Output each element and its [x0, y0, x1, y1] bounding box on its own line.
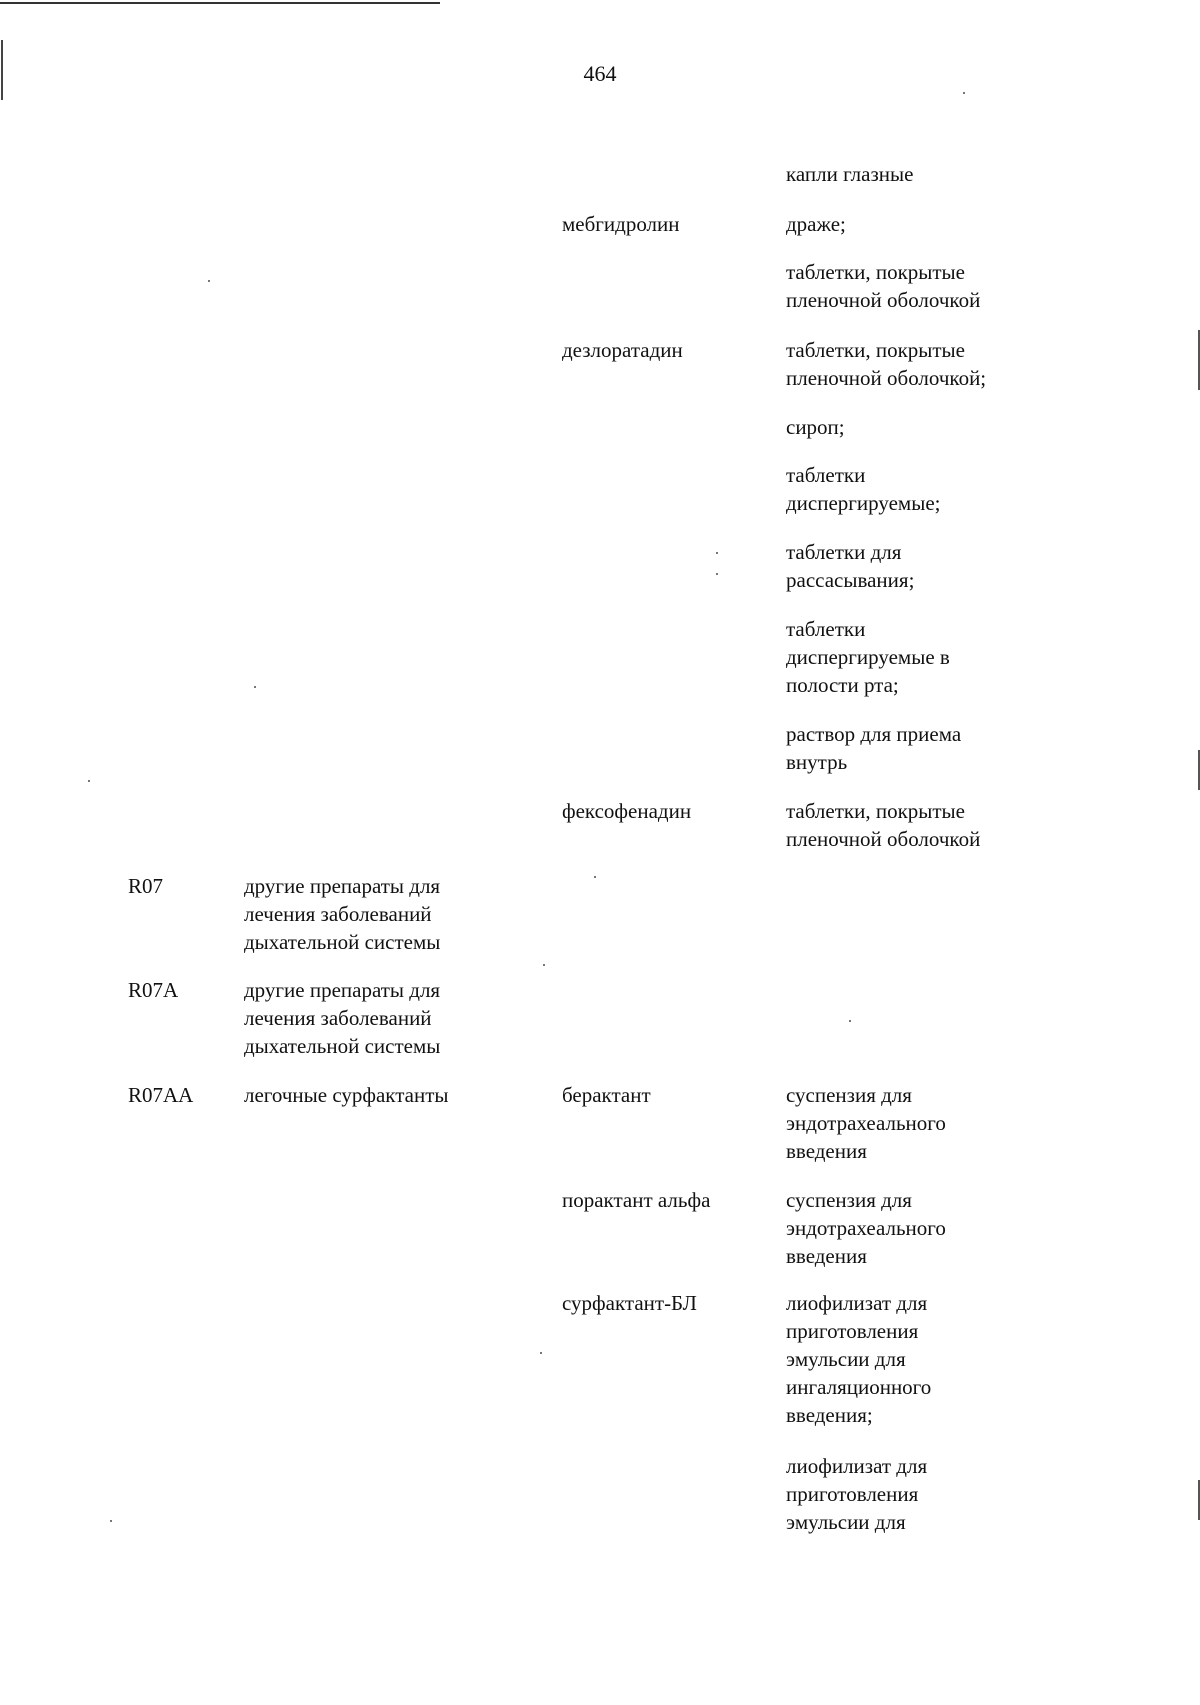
- scan-speck: [716, 552, 718, 554]
- scan-speck: [110, 1520, 112, 1522]
- atc-group-name-line: другие препараты для: [244, 874, 441, 898]
- dosage-form-line: сироп;: [786, 415, 845, 439]
- dosage-forms: [786, 797, 980, 853]
- dosage-forms: [786, 160, 913, 188]
- dosage-form-line: эндотрахеального: [786, 1216, 946, 1240]
- dosage-form-line: суспензия для: [786, 1188, 912, 1212]
- dosage-forms: [786, 461, 940, 517]
- drug-name: мебгидролин: [562, 212, 680, 236]
- dosage-form-line: ингаляционного: [786, 1375, 932, 1399]
- dosage-form-line: эндотрахеального: [786, 1111, 946, 1135]
- dosage-form-line: введения: [786, 1139, 867, 1163]
- atc-code: R07AA: [128, 1083, 194, 1107]
- dosage-form-line: введения: [786, 1244, 867, 1268]
- scan-speck: [208, 280, 210, 282]
- drug-name: порактант альфа: [562, 1188, 711, 1212]
- atc-group-name-line: лечения заболеваний: [244, 902, 432, 926]
- scan-speck: [716, 573, 718, 575]
- scan-border-top: [0, 2, 440, 4]
- dosage-form-line: таблетки: [786, 617, 866, 641]
- dosage-form-line: таблетки для: [786, 540, 902, 564]
- dosage-form-line: эмульсии для: [786, 1510, 906, 1534]
- dosage-forms: [786, 336, 986, 392]
- scan-speck: [594, 876, 596, 878]
- dosage-forms: [786, 1452, 927, 1536]
- dosage-forms: [786, 538, 914, 594]
- dosage-form-line: суспензия для: [786, 1083, 912, 1107]
- scan-speck: [254, 686, 256, 688]
- dosage-forms: [786, 413, 845, 441]
- dosage-form-line: внутрь: [786, 750, 848, 774]
- drug-name: фексофенадин: [562, 799, 692, 823]
- scan-speck: [543, 964, 545, 966]
- dosage-form-line: полости рта;: [786, 673, 899, 697]
- dosage-forms: [786, 1186, 946, 1270]
- dosage-form-line: раствор для приема: [786, 722, 962, 746]
- atc-group-name-line: дыхательной системы: [244, 930, 441, 954]
- atc-group-name: [244, 872, 440, 956]
- atc-code: R07A: [128, 978, 179, 1002]
- dosage-form-line: таблетки, покрытые: [786, 338, 965, 362]
- dosage-form-line: диспергируемые;: [786, 491, 941, 515]
- dosage-form-line: таблетки, покрытые: [786, 260, 965, 284]
- dosage-form-line: пленочной оболочкой;: [786, 366, 987, 390]
- drug-name: сурфактант-БЛ: [562, 1291, 697, 1315]
- atc-group-name-line: другие препараты для: [244, 978, 441, 1002]
- atc-group-name-line: лечения заболеваний: [244, 1006, 432, 1030]
- atc-group-name: [244, 976, 440, 1060]
- atc-code: R07: [128, 874, 164, 898]
- dosage-form-line: рассасывания;: [786, 568, 915, 592]
- scan-speck: [963, 92, 965, 94]
- page-number: 464: [583, 61, 617, 86]
- dosage-form-line: таблетки: [786, 463, 866, 487]
- dosage-form-line: лиофилизат для: [786, 1291, 928, 1315]
- dosage-form-line: приготовления: [786, 1482, 919, 1506]
- scan-speck: [88, 780, 90, 782]
- dosage-form-line: лиофилизат для: [786, 1454, 928, 1478]
- dosage-form-line: капли глазные: [786, 162, 914, 186]
- dosage-forms: [786, 1081, 946, 1165]
- dosage-forms: [786, 1289, 931, 1429]
- atc-group-name-line: дыхательной системы: [244, 1034, 441, 1058]
- dosage-form-line: эмульсии для: [786, 1347, 906, 1371]
- drug-name: берактант: [562, 1083, 651, 1107]
- dosage-form-line: таблетки, покрытые: [786, 799, 965, 823]
- dosage-forms: [786, 720, 961, 776]
- dosage-form-line: диспергируемые в: [786, 645, 950, 669]
- drug-name: дезлоратадин: [562, 338, 683, 362]
- atc-group-name: [244, 1081, 449, 1109]
- scan-speck: [540, 1352, 542, 1354]
- dosage-form-line: пленочной оболочкой: [786, 288, 981, 312]
- dosage-form-line: пленочной оболочкой: [786, 827, 981, 851]
- dosage-form-line: драже;: [786, 212, 846, 236]
- dosage-forms: [786, 210, 846, 238]
- scan-speck: [849, 1020, 851, 1022]
- dosage-forms: [786, 258, 980, 314]
- dosage-forms: [786, 615, 950, 699]
- atc-group-name-line: легочные сурфактанты: [244, 1083, 449, 1107]
- dosage-form-line: введения;: [786, 1403, 873, 1427]
- dosage-form-line: приготовления: [786, 1319, 919, 1343]
